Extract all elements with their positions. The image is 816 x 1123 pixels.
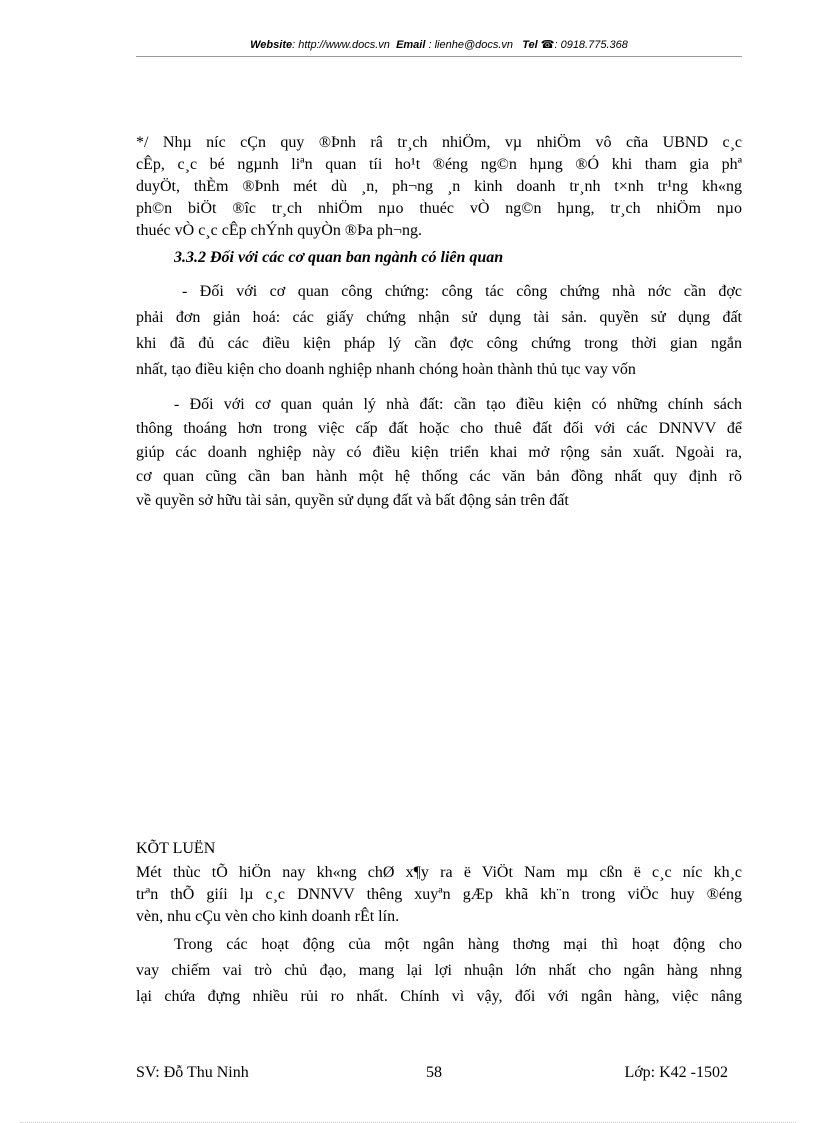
website-label: Website	[250, 39, 293, 51]
text-line: thuéc vÒ c¸c cÊp chÝnh quyÒn ®Þa ph¬ng.	[136, 222, 422, 239]
paragraph-conclusion	[136, 862, 742, 928]
text-line: khi đã đủ các điều kiện pháp lý cần đợc công chứng trong thời gian ngắn	[136, 335, 742, 352]
text-line: phải đơn giản hoá: các giấy chứng nhận sử dụng tài sản. quyền sử dụng đất	[136, 309, 742, 326]
tel-label: Tel	[522, 39, 538, 51]
text-line: - Đối với cơ quan quản lý nhà đất: cần tạo điều kiện có những chính sách	[174, 396, 742, 413]
text-line: */ Nhµ níc cÇn quy ®Þnh râ tr¸ch nhiÖm, vµ nhiÖm vô cña UBND c¸c	[136, 134, 742, 151]
text-line: duyÖt, thÈm ®Þnh mét dù ¸n, ph¬ng ¸n kinh doanh tr¸nh t×nh tr¹ng kh«ng	[136, 178, 742, 195]
page-header	[136, 38, 742, 51]
text-line: Mét thùc tÕ hiÖn nay kh«ng chØ x¶y ra ë ViÖt Nam mµ cßn ë c¸c níc kh¸c	[136, 864, 742, 881]
class-code: Lớp: K42 -1502	[624, 1064, 728, 1081]
email-value: : lienhe@docs.vn	[428, 39, 514, 51]
text-line: vèn, nhu cÇu vèn cho kinh doanh rÊt lín.	[136, 908, 400, 925]
text-line: nhất, tạo điều kiện cho doanh nghiệp nhanh chóng hoàn thành thủ tục vay vốn	[136, 361, 636, 378]
website-value: : http://www.docs.vn	[292, 39, 390, 51]
text-line: vay chiếm vai trò chủ đạo, mang lại lợi nhuận lớn nhất cho ngân hàng nhng	[136, 962, 742, 979]
text-line: thông thoáng hơn trong việc cấp đất hoặc cho thuê đất đối với các DNNVV để	[136, 420, 742, 437]
paragraph-intro	[136, 132, 742, 242]
text-line: lại chứa đựng nhiều rủi ro nhất. Chính vì vậy, đối với ngân hàng, việc nâng	[136, 988, 742, 1005]
text-line: cơ quan cũng cần ban hành một hệ thống các văn bản đồng nhất quy định rõ	[136, 468, 742, 485]
header-divider	[136, 56, 742, 57]
conclusion-title: KÕT LUËN	[136, 840, 216, 857]
text-line: - Đối với cơ quan công chứng: công tác công chứng nhà nớc cần đợc	[182, 283, 742, 300]
tel-value: : 0918.775.368	[554, 39, 628, 51]
text-line: cÊp, c¸c bé ngµnh liªn quan tíi ho¹t ®éng ng©n hµng ®Ó khi tham gia phª	[136, 156, 742, 173]
text-line: giúp các doanh nghiệp này có điều kiện triển khai mở rộng sản xuất. Ngoài ra,	[136, 444, 742, 461]
text-line: Trong các hoạt động của một ngân hàng thơng mại thì hoạt động cho	[174, 936, 742, 953]
phone-icon: ☎	[540, 39, 555, 51]
email-label: Email	[396, 39, 426, 51]
student-name: SV: Đỗ Thu Ninh	[136, 1064, 249, 1081]
section-heading: 3.3.2 Đối với các cơ quan ban ngành có liên quan	[174, 249, 504, 266]
page-number: 58	[426, 1064, 442, 1081]
page-footer	[136, 1064, 742, 1086]
text-line: trªn thÕ giíi lµ c¸c DNNVV thêng xuyªn gÆp khã kh¨n trong viÖc huy ®éng	[136, 886, 742, 903]
paragraph-notary	[136, 279, 742, 383]
paragraph-bank	[136, 932, 742, 1010]
text-line: về quyền sở hữu tài sản, quyền sử dụng đất và bất động sản trên đất	[136, 492, 569, 509]
paragraph-land	[136, 393, 742, 513]
text-line: ph©n biÖt ®îc tr¸ch nhiÖm nµo thuéc vÒ ng©n hµng, tr¸ch nhiÖm nµo	[136, 200, 742, 217]
